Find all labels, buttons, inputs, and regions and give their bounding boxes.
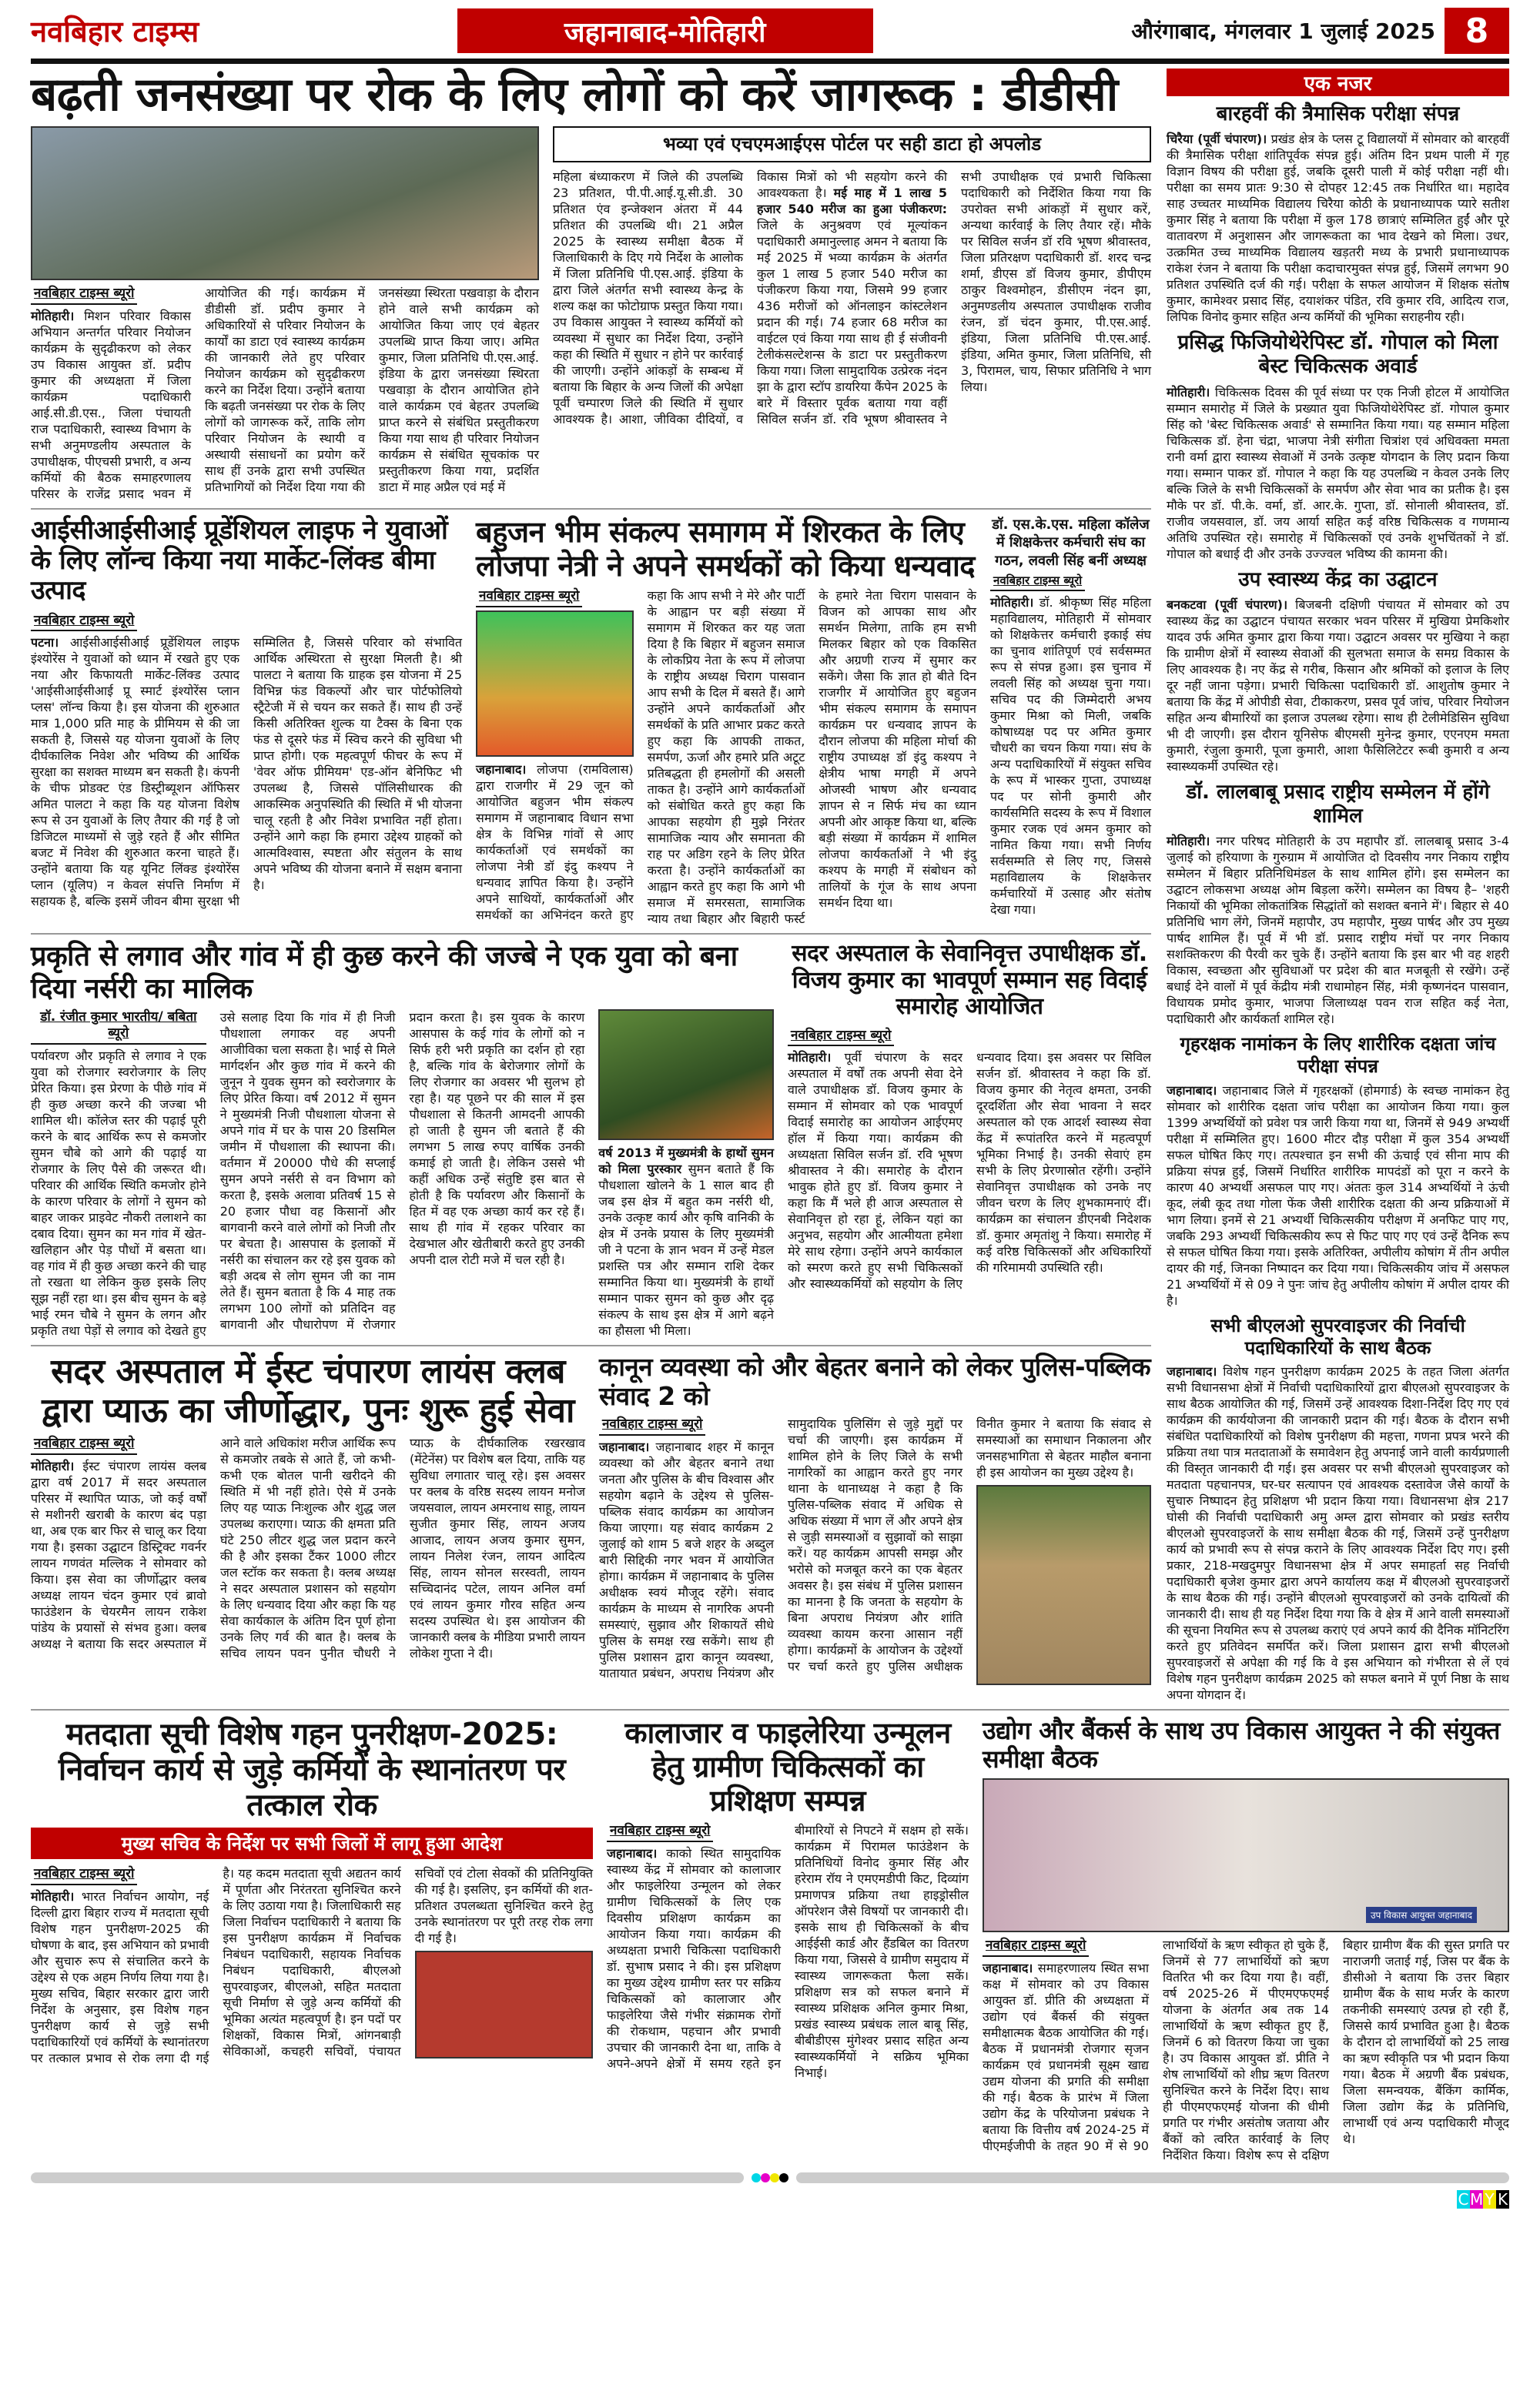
brief-headline: बारहवीं की त्रैमासिक परीक्षा संपन्न bbox=[1216, 102, 1460, 125]
dateline-place: जहानाबाद। bbox=[599, 1440, 650, 1455]
brief-item bbox=[1167, 331, 1509, 561]
dateline-place: मोतिहारी। bbox=[788, 1049, 832, 1065]
brief-headline: सभी बीएलओ सुपरवाइजर की निर्वाची पदाधिकारियों के साथ बैठक bbox=[1210, 1314, 1465, 1359]
meeting-photo bbox=[983, 1778, 1509, 1932]
dateline-place: मोतिहारी। bbox=[31, 309, 75, 323]
dateline-place: जहानाबाद। bbox=[1167, 1364, 1217, 1380]
article-body: ईस्ट चंपारण लायंस क्लब द्वारा वर्ष 2017 में सदर अस्पताल परिसर में स्थापित प्याऊ, जो कई वर्षों से मशीनरी खराबी के कारण बंद पड़ा था, अब एक बार फिर से चालू कर दिया गया है। इसका उद्घाटन डिस्ट्रिक्ट गवर्नर लायन गणवंत मल्लिक ने सोमवार को किया। इस सेवा का जीर्णोद्धार क्लब अध्यक्ष लायन चंदन कुमार एवं ब्रावो फाउंडेशन के चेयरमैन लायन राकेश पांडेय के प्रयासों से संभव हुआ। क्लब अध्यक्ष ने बताया कि सदर अस्पताल में आने वाले अधिकांश मरीज आर्थिक रूप से कमजोर तबके से आते हैं, जो कभी-कभी एक बोतल पानी खरीदने की स्थिति में भी नहीं होते। ऐसे में उनके लिए यह प्याऊ निःशुल्क और शुद्ध जल उपलब्ध कराएगा। प्याऊ की क्षमता प्रति घंटे 250 लीटर शुद्ध जल प्रदान करने की है और इसका टैंकर 1000 लीटर जल स्टॉक कर सकता है। क्लब अध्यक्ष ने सदर अस्पताल प्रशासन को सहयोग के लिए धन्यवाद दिया और कहा कि यह सेवा कार्यकाल के अंतिम दिन पूर्ण होना उनके लिए गर्व की बात है। क्लब के सचिव लायन पवन पुनीत चौधरी ने प्याऊ के दीर्घकालिक रखरखाव (मेंटेनेंस) पर विशेष बल दिया, ताकि यह सुविधा लगातार चालू रहे। इस अवसर पर क्लब के वरिष्ठ सदस्य लायन मनोज जयसवाल, लायन अमरनाथ साहू, लायन सुजीत कुमार सिंह, लायन अजय आजाद, लायन अजय कुमार सुमन, लायन निलेश रंजन, लायन आदित्य सिंह, लायन सोनल सरस्वती, लायन सच्चिदानंद पटेल, लायन अनिल वर्मा एवं लायन कुमार गौरव सहित अन्य सदस्य उपस्थित थे। इस आयोजन की जानकारी क्लब के मीडिया प्रभारी लायन लोकेश गुप्ता ने दी। bbox=[31, 1436, 585, 1661]
cmyk-c: C bbox=[1458, 2189, 1469, 2209]
ljp-headline: बहुजन भीम संकल्प समागम में शिरकत के लिए लोजपा नेत्री ने अपने समर्थकों को किया धन्यवाद bbox=[476, 515, 975, 583]
newspaper-logo: नवबिहार टाइम्स bbox=[31, 15, 199, 48]
crosshead: वर्ष 2013 में मुख्यमंत्री के हाथों सुमन को मिला पुरस्कार bbox=[598, 1145, 774, 1177]
page-number: 8 bbox=[1445, 8, 1509, 54]
kalazar-headline: कालाजार व फाइलेरिया उन्मूलन हेतु ग्रामीण चिकित्सकों का प्रशिक्षण सम्पन्न bbox=[624, 1716, 951, 1818]
brief-headline: प्रसिद्ध फिजियोथेरेपिस्ट डॉ. गोपाल को मिला बेस्ट चिकित्सक अवार्ड bbox=[1177, 331, 1498, 379]
article-body: काको स्थित सामुदायिक स्वास्थ्य केंद्र में सोमवार को कालाजार और फाइलेरिया उन्मूलन को लेकर ग्रामीण चिकित्सकों के लिए एक दिवसीय प्रशिक्षण कार्यक्रम का आयोजन किया गया। कार्यक्रम की अध्यक्षता प्रभारी चिकित्सा पदाधिकारी डॉ. सुभाष प्रसाद ने की। इस प्रशिक्षण का मुख्य उद्देश्य ग्रामीण स्तर पर सक्रिय चिकित्सकों को कालाजार और फाइलेरिया जैसे गंभीर संक्रामक रोगों की रोकथाम, पहचान और प्रभावी उपचार की जानकारी देना था, ताकि वे अपने-अपने क्षेत्रों में समय रहते इन बीमारियों से निपटने में सक्षम हो सकें। कार्यक्रम में पिरामल फाउंडेशन के प्रतिनिधियों विनोद कुमार सिंह और हरेराम रॉय ने एमएमडीपी किट, दिव्यांग प्रमाणपत्र प्रक्रिया तथा हाइड्रोसील ऑपरेशन जैसे विषयों पर जानकारी दी। इसके साथ ही चिकित्सकों के बीच आईईसी कार्ड और हैंडबिल का वितरण किया गया, जिससे वे ग्रामीण समुदाय में स्वास्थ्य जागरूकता फैला सकें। प्रशिक्षण सत्र को सफल बनाने में स्वास्थ्य प्रशिक्षक अनिल कुमार मिश्रा, प्रखंड स्वास्थ्य प्रबंधक लाल बाबू सिंह, बीबीडीएस मुंगेश्वर प्रसाद सहित अन्य स्वास्थ्यकर्मियों ने सक्रिय भूमिका निभाई। bbox=[607, 1823, 969, 2081]
article-body: बिजबनी दक्षिणी पंचायत में सोमवार को उप स्वास्थ्य केंद्र का उद्घाटन पंचायत सरकार भवन परिसर में मुखिया प्रेमकिशोर यादव उर्फ अमित कुमार द्वारा किया गया। उद्घाटन अवसर पर मुखिया ने कहा कि ग्रामीण क्षेत्रों में स्वास्थ्य सेवाओं की सुलभता समाज के समग्र विकास के लिए आवश्यक है। नए केंद्र से गरीब, किसान और श्रमिकों को इलाज के लिए दूर नहीं जाना पड़ेगा। प्रभारी चिकित्सा पदाधिकारी डॉ. आशुतोष कुमार ने बताया कि केंद्र में ओपीडी सेवा, टीकाकरण, प्रसव पूर्व जांच, परिवार नियोजन सहित अन्य बीमारियों का इलाज उपलब्ध रहेगा। साथ ही टेलीमेडिसिन सुविधा भी दी जाएगी। इस दौरान यूनिसेफ बीएमसी मुनेन्द्र कुमार, एएनएम ममता कुमारी, रंजुला कुमारी, पूजा कुमारी, आशा फैसिलिटेटर रूबी कुमारी व अन्य स्वास्थ्यकर्मी उपस्थित रहे। bbox=[1167, 597, 1509, 774]
police-headline: कानून व्यवस्था को और बेहतर बनाने को लेकर पुलिस-पब्लिक संवाद 2 को bbox=[599, 1352, 1151, 1412]
college-headline: डॉ. एस.के.एस. महिला कॉलेज में शिक्षकेत्तर कर्मचारी संघ का गठन, लवली सिंह बनीं अध्यक्ष bbox=[992, 517, 1150, 569]
brief-headline: गृहरक्षक नामांकन के लिए शारीरिक दक्षता जांच परीक्षा संपन्न bbox=[1180, 1033, 1496, 1077]
byline: नवबिहार टाइम्स ब्यूरो bbox=[31, 1436, 137, 1455]
article-body: पूर्वी चंपारण के सदर अस्पताल में वर्षों तक अपनी सेवा देने वाले उपाधीक्षक डॉ. विजय कुमार के सम्मान में सोमवार को एक भावपूर्ण विदाई समारोह का आयोजन आईएमए हॉल में किया गया। कार्यक्रम की अध्यक्षता सिविल सर्जन डॉ. रवि भूषण श्रीवास्तव ने की। समारोह के दौरान भावुक होते हुए डॉ. विजय कुमार ने कहा कि मैं भले ही आज अस्पताल से सेवानिवृत्त हो रहा हूं, लेकिन यहां का अनुभव, सहयोग और आत्मीयता हमेशा मेरे साथ रहेगा। उन्होंने अपने कार्यकाल को स्मरण करते हुए सभी चिकित्सकों और स्वास्थ्यकर्मियों को सहयोग के लिए धन्यवाद दिया। इस अवसर पर सिविल सर्जन डॉ. श्रीवास्तव ने कहा कि डॉ. विजय कुमार की नेतृत्व क्षमता, उनकी दूरदर्शिता और सेवा भावना ने सदर अस्पताल को एक आदर्श स्वास्थ्य सेवा केंद्र में रूपांतरित करने में महत्वपूर्ण भूमिका निभाई है। उनकी सेवाएं हम सभी के लिए प्रेरणास्रोत रहेंगी। उन्होंने सेवानिवृत्त उपाधीक्षक को उनके नए जीवन चरण के लिए शुभकामनाएं दीं। कार्यक्रम का संचालन डीएनबी निदेशक डॉ. कुमार अमृतांशु ने किया। समारोह में कई वरिष्ठ चिकित्सकों और अधिकारियों की गरिमामयी उपस्थिति रही। bbox=[788, 1049, 1151, 1291]
cmyk-m: M bbox=[1470, 2189, 1484, 2209]
election-banner: मुख्य सचिव के निर्देश पर सभी जिलों में लागू हुआ आदेश bbox=[31, 1828, 593, 1859]
crosshead: मई माह में 1 लाख 5 हजार 540 मरीज का हुआ पंजीकरण: bbox=[757, 186, 948, 217]
dateline-place: बनकटवा (पूर्वी चंपारण)। bbox=[1167, 597, 1288, 612]
sidebar-briefs bbox=[1167, 69, 1509, 1703]
brief-headline: उप स्वास्थ्य केंद्र का उद्घाटन bbox=[1238, 567, 1438, 591]
brief-item bbox=[1167, 1033, 1509, 1309]
dateline-place: मोतिहारी। bbox=[990, 595, 1034, 610]
article-body: महिला बंध्याकरण में जिले की उपलब्धि 23 प्रतिशत, पी.पी.आई.यू.सी.डी. 30 प्रतिशत एंव इन्जेक्शन अंतरा में 44 प्रतिशत की उपलब्धि थी। 21 अप्रैल 2025 के स्वास्थ्य समीक्षा बैठक में जिलाधिकारी के दिए गये निर्देश के आलोक में जिला प्रतिनिधि पी.एस.आई. इंडिया के द्वारा जिले अंतर्गत सभी स्वास्थ्य केन्द्र के शल्य कक्ष का फोटोग्राफ प्रस्तुत किया गया। उप विकास आयुक्त ने स्वास्थ्य कर्मियों को व्यवस्था में सुधार का निर्देश दिया, उन्होंने कहा की स्थिति में सुधार न होने पर कार्रवाई की जाएगी। उन्होंने आंकड़ों के सम्बन्ध में बताया कि बिहार के अन्य जिलों की अपेक्षा पूर्वी चम्पारण जिले की स्थिति में सुधार आवश्यक है। आशा, जीविका दीदियों, व विकास मित्रों को भी सहयोग करने की आवश्यकता है। bbox=[553, 169, 947, 427]
lions-article bbox=[31, 1353, 585, 1661]
nursery-photo bbox=[598, 1009, 774, 1140]
industry-article bbox=[983, 1717, 1509, 2163]
election-commission-photo bbox=[415, 1951, 593, 2059]
dateline-place: जहानाबाद। bbox=[476, 762, 527, 778]
vijay-headline: सदर अस्पताल के सेवानिवृत्त उपाधीक्षक डॉ. विजय कुमार का भावपूर्ण सम्मान सह विदाई समारोह आयोजित bbox=[792, 940, 1147, 1021]
byline: नवबिहार टाइम्स ब्यूरो bbox=[607, 1823, 713, 1842]
byline: नवबिहार टाइम्स ब्यूरो bbox=[788, 1025, 894, 1046]
cmyk-y: Y bbox=[1483, 2190, 1496, 2209]
lead-article bbox=[31, 126, 1151, 502]
brief-item bbox=[1167, 781, 1509, 1027]
blo-article bbox=[1167, 1315, 1509, 1704]
lead-article-col2 bbox=[553, 126, 1151, 427]
row-2 bbox=[31, 508, 1151, 927]
article-body: विशेष गहन पुनरीक्षण कार्यक्रम 2025 के तहत जिला अंतर्गत सभी विधानसभा क्षेत्रों में निर्वाची पदाधिकारियों द्वारा बीएलओ सुपरवाइजर के साथ बैठक आयोजित की गई, जिसमें उन्हें आवश्यक दिशा-निर्देश दिए गए एवं कार्यक्रम की कार्ययोजना की जानकारी प्रदान की गई। बैठक के दौरान सभी संबंधित पदाधिकारियों को विशेष पुनरीक्षण की महत्ता, गणना प्रपत्र भरने की प्रक्रिया तथा पात्र मतदाताओं के समावेशन हेतु अपनाई जाने वाली कार्यप्रणाली की विस्तृत जानकारी दी गई। इस अवसर पर सभी बीएलओ सुपरवाइजर को मतदाता पहचानपत्र, घर-घर सत्यापन एवं आवश्यक दस्तावेज जैसे कार्यों के सुचारु निष्पादन हेतु प्रशिक्षण भी प्रदान किया गया। विधानसभा क्षेत्र 217 घोसी की निर्वाची पदाधिकारी अमु अम्ल द्वारा सोमवार को प्रखंड स्तरीय बीएलओ सुपरवाइजरों के साथ समीक्षा बैठक की गई, जिसमें उन्हें पुनरीक्षण कार्य को प्रभावी रूप से संपन्न कराने के लिए आवश्यक निर्देश दिए गए। इसी प्रकार, 218-मखदुमपुर विधानसभा क्षेत्र में अपर समाहर्ता सह निर्वाची पदाधिकारी बृजेश कुमार द्वारा अपने कार्यालय कक्ष में बीएलओ सुपरवाइजरों के साथ बैठक की गई। उन्होंने बीएलओ सुपरवाइजरों को उनके दायित्वों की जानकारी दी। साथ ही यह निर्देश दिया गया कि वे क्षेत्र में आने वाली समस्याओं की सूचना नियमित रूप से उपलब्ध कराएं एवं अपने कार्य की दैनिक मॉनिटरिंग करते हुए प्रतिवेदन समर्पित करें। जिला प्रशासन द्वारा सभी बीएलओ सुपरवाइजरों से अपेक्षा की गई कि वे इस अभियान को गंभीरता से लें एवं विशेष गहन पुनरीक्षण कार्यक्रम 2025 को सफल बनाने में पूर्ण निष्ठा के साथ अपना योगदान दें। bbox=[1167, 1364, 1509, 1703]
registration-dots bbox=[752, 2171, 788, 2186]
article-body: जहानाबाद जिले में गृहरक्षकों (होमगार्ड) के स्वच्छ नामांकन हेतु सोमवार को शारीरिक दक्षता जांच परीक्षा का आयोजन किया गया। कुल 1399 अभ्यर्थियों को प्रवेश पत्र जारी किया गया था, जिनमें से 949 अभ्यर्थी परीक्षा में सम्मिलित हुए। 1600 मीटर दौड़ परीक्षा में कुल 354 अभ्यर्थी सफल घोषित किए गए। तत्पश्चात इन सभी की ऊंचाई एवं सीना माप की प्रक्रिया संपन्न हुई, जिसमें निर्धारित शारीरिक मापदंडों को पूरा न करने के कारण 40 अभ्यर्थी असफल पाए गए। अंततः कुल 314 अभ्यर्थियों ने ऊंची कूद, लंबी कूद तथा गोला फेंक जैसी शारीरिक दक्षता की अन्य प्रक्रियाओं में भाग लिया। इनमें से 21 अभ्यर्थी चिकित्सकीय परीक्षण में अनफिट पाए गए, जबकि 293 अभ्यर्थी चिकित्सकीय रूप से फिट पाए गए एवं उन्हें दैनिक रूप से सफल घोषित किया गया। इसके अतिरिक्त, अपीलीय कोषांग में तीन अपील दायर की गई, जिनका निष्पादन कर दिया गया। चिकित्सकीय जांच में असफल 21 अभ्यर्थियों में से 09 ने पुनः जांच हेतु अपीलीय कोषांग में अपील दायर की है। bbox=[1167, 1082, 1509, 1308]
masthead-divider bbox=[31, 59, 1509, 64]
dateline-place: मोतिहारी। bbox=[1167, 834, 1210, 849]
article-body: नगर परिषद मोतिहारी के उप महापौर डॉ. लालबाबू प्रसाद 3-4 जुलाई को हरियाणा के गुरुग्राम में आयोजित दो दिवसीय नगर निकाय राष्ट्रीय सम्मेलन में बिहार प्रतिनिधिमंडल के साथ शामिल होंगे। इस सम्मेलन का उद्घाटन लोकसभा अध्यक्ष ओम बिड़ला करेंगे। सम्मेलन का विषय है– 'शहरी निकायों की भूमिका लोकतांत्रिक सिद्धांतों को सशक्त बनाने में'। बिहार से 40 प्रतिनिधि भाग लेंगे, जिनमें महापौर, उप महापौर, मुख्य पार्षद और उप मुख्य पार्षद शामिल हैं। पूर्व में भी डॉ. प्रसाद राष्ट्रीय मंचों पर नगर निकाय सशक्तिकरण की पैरवी कर चुके हैं। उन्होंने बताया कि इस बार भी वह शहरी विकास, स्वच्छता और सुविधाओं पर प्रदेश की बात मजबूती से रखेंगे। उन्हें बधाई देने वालों में पूर्व केंद्रीय मंत्री राधामोहन सिंह, मंत्री कृष्णनंदन पासवान, विधायक प्रमोद कुमार, भाजपा जिलाध्यक्ष पवन राज सहित कई नेता, पदाधिकारी और कार्यकर्ता शामिल रहे। bbox=[1167, 834, 1509, 1027]
police-article bbox=[599, 1353, 1151, 1685]
industry-headline: उद्योग और बैंकर्स के साथ उप विकास आयुक्त ने की संयुक्त समीक्षा बैठक bbox=[983, 1716, 1500, 1774]
byline: नवबिहार टाइम्स ब्यूरो bbox=[31, 286, 137, 305]
byline: नवबिहार टाइम्स ब्यूरो bbox=[990, 573, 1085, 591]
article-body: चिकित्सक दिवस की पूर्व संध्या पर एक निजी होटल में आयोजित सम्मान समारोह में जिले के प्रख्यात युवा फिजियोथेरेपिस्ट डॉ. गोपाल कुमार सिंह को 'बेस्ट चिकित्सक अवार्ड' से सम्मानित किया गया। यह सम्मान महिला चिकित्सक डॉ. हेना चंद्रा, भाजपा नेत्री संगीता चित्रांश एवं अधिवक्ता ममता रानी वर्मा द्वारा स्वास्थ्य सेवाओं में उनके उत्कृष्ट योगदान के लिए प्रदान किया गया। सम्मान पाकर डॉ. गोपाल ने कहा कि यह उपलब्धि न केवल उनके लिए बल्कि जिले के सभी चिकित्सकों के समर्पण और सेवा भाव का प्रतीक है। इस मौके पर डॉ. पी.के. वर्मा, डॉ. आर.के. गुप्ता, डॉ. सोनाली श्रीवास्तव, डॉ. राजीव जयसवाल, डॉ. जय आर्या सहित कई वरिष्ठ चिकित्सक व गणमान्य अतिथि उपस्थित रहे। समारोह में चिकित्सकों एवं उनके शुभचिंतकों ने डॉ. गोपाल को बधाई दी और उनके उज्ज्वल भविष्य की कामना की। bbox=[1167, 384, 1510, 561]
dateline-place: मोतिहारी। bbox=[1167, 384, 1210, 400]
dateline-place: जहानाबाद। bbox=[983, 1960, 1033, 1975]
page-top bbox=[31, 69, 1509, 1703]
ek-nazar-banner: एक नजर bbox=[1167, 69, 1509, 96]
main-column bbox=[31, 69, 1151, 1685]
brief-item bbox=[1167, 102, 1509, 325]
article-body: जहानाबाद शहर में कानून व्यवस्था को और बेहतर बनाने तथा जनता और पुलिस के बीच विश्वास और सहयोग बढ़ाने के उद्देश्य से पुलिस-पब्लिक संवाद कार्यक्रम का आयोजन किया जाएगा। यह संवाद कार्यक्रम 2 जुलाई को शाम 5 बजे शहर के अब्दुल बारी सिद्दिकी नगर भवन में आयोजित होगा। कार्यक्रम में जहानाबाद के पुलिस अधीक्षक स्वयं मौजूद रहेंगे। संवाद कार्यक्रम के माध्यम से नागरिक अपनी समस्याएं, सुझाव और शिकायतें सीधे पुलिस के समक्ष रख सकेंगे। साथ ही पुलिस प्रशासन द्वारा कानून व्यवस्था, यातायात प्रबंधन, अपराध नियंत्रण और सामुदायिक पुलिसिंग से जुड़े मुद्दों पर चर्चा की जाएगी। इस कार्यक्रम में शामिल होने के लिए जिले के सभी नागरिकों का आह्वान करते हुए नगर थाना के थानाध्यक्ष ने कहा है कि पुलिस-पब्लिक संवाद में अधिक से अधिक संख्या में भाग लें और अपने क्षेत्र से जुड़ी समस्याओं व सुझावों को साझा करें। यह कार्यक्रम आपसी समझ और भरोसे को मजबूत करने का एक बेहतर अवसर है। इस संबंध में पुलिस प्रशासन का मानना है कि जनता के सहयोग के बिना अपराध नियंत्रण और शांति व्यवस्था कायम करना आसान नहीं होगा। कार्यक्रमों के आयोजन के उद्देश्यों पर चर्चा करते हुए पुलिस अधीक्षक विनीत कुमार ने बताया कि संवाद से समस्याओं का समाधान निकालना और जनसहभागिता से बेहतर माहौल बनाना ही इस आयोजन का मुख्य उद्देश्य है। bbox=[599, 1416, 1151, 1681]
byline: नवबिहार टाइम्स ब्यूरो bbox=[983, 1938, 1089, 1957]
article-body: जिले के अनुश्रवण एवं मूल्यांकन पदाधिकारी अमानुल्लाह अमन ने बताया कि मई 2025 में भव्या कार्यक्रम के अंतर्गत कुल 1 लाख 5 हजार 540 मरीज का पंजीकरण किया गया, जिसमे 99 हजार 436 मरीजों को ऑनलाइन कांस्टलेशन प्रदान की गई। 74 हजार 68 मरीज का वाईटल एवं किया गया साथ ही ई संजीवनी टेलीकंसल्टेशन्स के डाटा पर प्रस्तुतीकरण किया गया। जिला सामुदायिक उत्प्रेरक नंदन झा के द्वारा स्टॉप डायरिया कैंपेन 2025 के बारे में विस्तार पूर्वक बताया गया वहीं सिविल सर्जन डॉ. रवि भूषण श्रीवास्तव ने सभी उपाधीक्षक एवं प्रभारी चिकित्सा पदाधिकारी को निर्देशित किया गया कि उपरोक्त सभी आंकड़ों में सुधार करें, अन्यथा कार्रवाई के लिए तैयार रहें। मौके पर सिविल सर्जन डॉ रवि भूषण श्रीवास्तव, जिला प्रतिरक्षण पदाधिकारी डॉ. शरद चन्द्र शर्मा, डीएस डॉ विजय कुमार, डीपीएम ठाकुर विश्वमोहन, डीसीएम नंदन झा, अनुमण्डलीय अस्पताल उपाधीक्षक राजीव रंजन, डॉ चंदन कुमार, पी.एस.आई. इंडिया, जिला प्रतिनिधि पी.एस.आई. इंडिया, अमित कुमार, जिला प्रतिनिधि, सी 3, पिरामल, चाय, सिफार प्रतिनिधि ने भाग लिया। bbox=[757, 169, 1151, 427]
byline: नवबिहार टाइम्स ब्यूरो bbox=[476, 588, 582, 607]
registration-strip bbox=[31, 2172, 744, 2183]
byline: नवबिहार टाइम्स ब्यूरो bbox=[31, 610, 137, 631]
nameplate: उप विकास आयुक्त जहानाबाद bbox=[1366, 1907, 1477, 1923]
cmyk-mark bbox=[31, 2190, 1509, 2209]
icici-headline: आईसीआईसीआई प्रूडेंशियल लाइफ ने युवाओं के लिए लॉन्च किया नया मार्केट-लिंक्ड बीमा उत्पाद bbox=[31, 515, 448, 607]
ljp-article bbox=[476, 516, 976, 927]
row-3 bbox=[31, 933, 1151, 1339]
article-body: समाहरणालय स्थित सभा कक्ष में सोमवार को उप विकास आयुक्त डॉ. प्रीति की अध्यक्षता में उद्योग एवं बैंकर्स की संयुक्त समीक्षात्मक बैठक आयोजित की गई। बैठक में प्रधानमंत्री रोजगार सृजन कार्यक्रम एवं प्रधानमंत्री सूक्ष्म खाद्य उद्यम योजना की प्रगति की समीक्षा की गई। बैठक के प्रारंभ में जिला उद्योग केंद्र के परियोजना प्रबंधक ने बताया कि वित्तीय वर्ष 2024-25 में पीएमईजीपी के तहत 90 में से 90 लाभार्थियों के ऋण स्वीकृत हो चुके हैं, जिनमें से 77 लाभार्थियों को ऋण वितरित भी कर दिया गया है। वहीं, वर्ष 2025-26 में पीएमएफएमई योजना के अंतर्गत अब तक 14 लाभार्थियों के ऋण स्वीकृत हुए हैं, जिनमें 6 को वितरण किया जा चुका है। उप विकास आयुक्त डॉ. प्रीति ने शेष लाभार्थियों को शीघ्र ऋण वितरण सुनिश्चित करने के निर्देश दिए। साथ ही पीएमएफएमई योजना की धीमी प्रगति पर गंभीर असंतोष जताया और बैंकों को त्वरित कार्रवाई के लिए निर्देशित किया। विशेष रूप से दक्षिण बिहार ग्रामीण बैंक की सुस्त प्रगति पर नाराजगी जताई गई, जिस पर बैंक के डीसीओ ने बताया कि उत्तर बिहार ग्रामीण बैंक के साथ मर्जर के कारण तकनीकी समस्याएं उत्पन्न हो रही हैं, जिससे कार्य प्रभावित हुआ है। बैठक के दौरान दो लाभार्थियों को 25 लाख का ऋण स्वीकृति पत्र भी प्रदान किया गया। बैठक में अग्रणी बैंक प्रबंधक, जिला समन्वयक, बैंकिंग कार्मिक, जिला उद्योग केंद्र के प्रतिनिधि, लाभार्थी एवं अन्य पदाधिकारी मौजूद थे। bbox=[983, 1937, 1509, 2162]
masthead bbox=[31, 6, 1509, 55]
cmyk-k: K bbox=[1497, 2189, 1508, 2209]
registration-strip bbox=[796, 2172, 1509, 2183]
police-officer-photo bbox=[976, 1485, 1151, 1685]
article-body: लोजपा (रामविलास) द्वारा राजगीर में 29 जून को आयोजित बहुजन भीम संकल्प समागम में जहानाबाद विधान सभा क्षेत्र के विभिन्न गांवों से आए कार्यकर्ताओं एवं समर्थकों का लोजपा नेत्री डॉ इंदु कश्यप ने धन्यवाद ज्ञापित किया है। उन्होंने अपने साथियों, कार्यकर्ताओं और समर्थकों का अभिनंदन करते हुए कहा कि आप सभी ने मेरे और पार्टी के आह्वान पर बड़ी संख्या में समागम में शिरकत कर यह जता दिया है कि बिहार में बहुजन समाज के लोकप्रिय नेता के रूप में लोजपा के राष्ट्रीय अध्यक्ष चिराग पासवान आप सभी के दिल में बसते हैं। आगे उन्होंने अपने कार्यकर्ताओं और समर्थकों के प्रति आभार प्रकट करते हुए कहा कि आपकी ताकत, समर्पण, ऊर्जा और हमारे प्रति अटूट प्रतिबद्धता ही हमलोगों की असली ताकत है। उन्होंने आगे कार्यकर्ताओं को संबोधित करते हुए कहा कि आपका सहयोग ही मुझे निरंतर सामाजिक न्याय और समानता की राह पर अडिग रहने के लिए प्रेरित करता है। उन्होंने कार्यकर्ताओं का आह्वान करते हुए कहा कि आगे भी समाज में समरसता, सामाजिक न्याय तथा बिहार और बिहारी फर्स्ट के हमारे नेता चिराग पासवान के विजन को आपका साथ और समर्थन मिलेगा, ताकि हम सभी मिलकर बिहार को एक विकसित और अग्रणी राज्य में सुमार कर सकेंगे। जैसा कि ज्ञात हो बीते दिन राजगीर में आयोजित हुए बहुजन भीम संकल्प समागम के समापन कार्यक्रम पर धन्यवाद ज्ञापन के दौरान लोजपा की महिला मोर्चा की राष्ट्रीय उपाध्यक्ष डॉ इंदु कश्यप ने क्षेत्रीय भाषा मगही में अपने ओजस्वी भाषण और धन्यवाद ज्ञापन से न सिर्फ मंच का ध्यान अपनी ओर आकृष्ट किया था, बल्कि बड़ी संख्या में कार्यक्रम में शामिल लोजपा कार्यकर्ताओं ने भी इंदु कश्यप के मगही में संबोधन को तालियों के गूंज के साथ अपना समर्थन दिया था। bbox=[476, 588, 976, 927]
article-body: भारत निर्वाचन आयोग, नई दिल्ली द्वारा बिहार राज्य में मतदाता सूची विशेष गहन पुनरीक्षण-2025 की घोषणा के बाद, इस अभियान को प्रभावी और सुचारु रूप से संचालित करने के उद्देश्य से एक अहम निर्णय लिया गया है। मुख्य सचिव, बिहार सरकार द्वारा जारी निर्देश के अनुसार, इस विशेष गहन पुनरीक्षण कार्य से जुड़े सभी पदाधिकारियों एवं कर्मियों के स्थानांतरण पर तत्काल प्रभाव से रोक लगा दी गई है। यह कदम मतदाता सूची अद्यतन कार्य में पूर्णता और निरंतरता सुनिश्चित करने के लिए उठाया गया है। जिलाधिकारी सह जिला निर्वाचन पदाधिकारी ने बताया कि इस पुनरीक्षण कार्यक्रम में निर्वाचक निबंधन पदाधिकारी, सहायक निर्वाचक निबंधन पदाधिकारी, बीएलओ सुपरवाइजर, बीएलओ, सहित मतदाता सूची निर्माण से जुड़े अन्य कर्मियों की भूमिका अत्यंत महत्वपूर्ण है। इन पदों पर शिक्षकों, विकास मित्रों, आंगनबाड़ी सेविकाओं, कचहरी सचिवों, पंचायत सचिवों एवं टोला सेवकों की प्रतिनियुक्ति की गई है। इसलिए, इन कर्मियों की शत-प्रतिशत उपलब्धता सुनिश्चित करने हेतु उनके स्थानांतरण पर पूरी तरह रोक लगा दी गई है। bbox=[31, 1866, 593, 2066]
dateline-place: चिरैया (पूर्वी चंपारण)। bbox=[1167, 132, 1267, 147]
article-body: मिशन परिवार विकास अभियान अन्तर्गत परिवार नियोजन कार्यक्रम के सुदृढीकरण को लेकर उप विकास आयुक्त डॉ. प्रदीप कुमार की अध्यक्षता में जिला कार्यक्रम पदाधिकारी आई.सी.डी.एस., जिला पंचायती राज पदाधिकारी, स्वास्थ्य विभाग के सभी अनुमण्डलीय अस्पताल के उपाधीक्षक, पीएचसी प्रभारी, व अन्य कर्मियों की बैठक समाहरणालय परिसर के राजेंद्र प्रसाद भवन में आयोजित की गई। कार्यक्रम में डीडीसी डॉ. प्रदीप कुमार ने अधिकारियों से परिवार नियोजन के कार्यों का डाटा एवं स्वास्थ्य कार्यक्रम की जानकारी लेते हुए परिवार नियोजन कार्यक्रम को सुदृढीकरण करने का निर्देश दिया। उन्होंने बताया कि बढ़ती जनसंख्या पर रोक के लिए लोगों को जागरूक करें, ताकि लोग परिवार नियोजन के स्थायी व अस्थायी संसाधनों का प्रयोग करें साथ हीं उनके द्वारा सभी उपस्थित प्रतिभागियों को निर्देश दिया गया की जनसंख्या स्थिरता पखवाड़ा के दौरान होने वाले सभी कार्यक्रम को आयोजित किया जाए एवं बेहतर उपलब्धि प्राप्त किया जाए। अमित कुमार, जिला प्रतिनिधि पी.एस.आई. इंडिया के द्वारा जनसंख्या स्थिरता पखवाड़ा के दौरान आयोजित होने वाले कार्यक्रम एवं बेहतर उपलब्धि प्राप्त करने से संबंधित प्रस्तुतीकरण किया गया साथ ही परिवार नियोजन कार्यक्रम से संबंधित सूचकांक पर प्रस्तुतीकरण किया गया, प्रदर्शित डाटा में माह अप्रैल एवं मई में bbox=[31, 286, 539, 501]
article-body: डॉ. श्रीकृष्ण सिंह महिला महाविद्यालय, मोतिहारी में सोमवार को शिक्षकेत्तर कर्मचारी इकाई संघ का चुनाव शांतिपूर्ण एवं सर्वसम्मत रूप से संपन्न हुआ। इस चुनाव में लवली सिंह को अध्यक्ष चुना गया। सचिव पद की जिम्मेदारी अभय कुमार मिश्रा को मिली, जबकि कोषाध्यक्ष पद पर अमित कुमार चौधरी का चयन किया गया। संघ के अन्य पदाधिकारियों में संयुक्त सचिव के रूप में भास्कर गुप्ता, उपाध्यक्ष पद पर सोनी कुमारी और कार्यसमिति सदस्य के रूप में विशाल कुमार रजक एवं अमन कुमार को नामित किया गया। सभी निर्णय सर्वसम्मति से लिए गए, जिससे महाविद्यालय के शिक्षकेत्तर कर्मचारियों में उत्साह और संतोष देखा गया। bbox=[990, 595, 1151, 918]
speaker-photo bbox=[476, 610, 634, 757]
lead-headline: बढ़ती जनसंख्या पर रोक के लिए लोगों को करें जागरूक : डीडीसी bbox=[31, 68, 1118, 122]
dateline-place: पटना। bbox=[31, 635, 59, 650]
lead-article-col1 bbox=[31, 126, 539, 502]
article-body: पर्यावरण और प्रकृति से लगाव ने एक युवा को रोजगार स्वरोजगार के लिए प्रेरित किया। इस प्रेरणा के पीछे गांव में ही कुछ अच्छा करने की जज्बा भी शामिल थी। कॉलेज स्तर की पढ़ाई पूरी करने के बाद आर्थिक रूप से कमजोर सुमन चौबे को आगे की पढ़ाई या रोजगार के लिए पैसे की जरूरत थी। परिवार की आर्थिक स्थिति कमजोर होने के कारण परिवार के लोगों ने सुमन को बाहर जाकर प्राइवेट नौकरी तलाशने का दबाव दिया। सुमन का मन गांव में खेत-खलिहान और पेड़ पौधों में बसता था। वह गांव में ही कुछ अच्छा करने की चाह तो रखता था लेकिन कुछ इसके लिए सूझ नहीं रहा था। इस बीच सुमन के बड़े भाई रमन चौबे ने सुमन के लगन और प्रकृति तथा पेड़ों से लगाव को देखते हुए उसे सलाह दिया कि गांव में ही निजी पौधशाला लगाकर वह अपनी आजीविका चला सकता है। भाई से मिले मार्गदर्शन और कुछ गांव में करने की जुनून ने युवक सुमन को स्वरोजगार के लिए प्रेरित किया। वर्ष 2012 में सुमन ने मुख्यमंत्री निजी पौधशाला योजना से अपने गांव में घर के पास 20 डिसमिल जमीन में पौधशाला की स्थापना की। वर्तमान में 20000 पौधे की सप्लाई सुमन अपने नर्सरी से वन विभाग को करता है, इसके अलावा प्रतिवर्ष 15 से 20 हजार पौधा वह किसानों और बागवानी करने वाले लोगों को निजी तौर पर बेचता है। आसपास के इलाकों में नर्सरी का संचालन कर रहे इस युवक को बड़ी अदब से लोग सुमन जी का नाम लेते हैं। सुमन बताता है कि 4 माह तक लगभग 100 लोगों को प्रतिदिन वह बागवानी और पौधारोपण में रोजगार प्रदान करता है। इस युवक के कारण आसपास के कई गांव के लोगों को न सिर्फ हरी भरी प्रकृति का दर्शन हो रहा है, बल्कि गांव के बेरोजगार लोगों के लिए रोजगार का अवसर भी सुलभ हो रहा है। यह पूछने पर की साल में इस पौधशाला से कितनी आमदनी आपकी हो जाती है सुमन जी बताते हैं की लगभग 5 लाख रुपए वार्षिक उनकी कमाई हो जाती है। लेकिन उससे भी कहीं अधिक उन्हें संतुष्टि इस बात से होती है कि पर्यावरण और किसानों के हित में वह एक अच्छा कार्य कर रहे हैं। साथ ही गांव में रहकर परिवार का देखभाल और खेतीबारी करते हुए उनकी अपनी दाल रोटी मजे में चल रही है। bbox=[31, 1010, 585, 1339]
brief-item bbox=[1167, 568, 1509, 774]
brief-headline: डॉ. लालबाबू प्रसाद राष्ट्रीय सम्मेलन में होंगे शामिल bbox=[1186, 780, 1490, 828]
dateline-place: मोतिहारी। bbox=[31, 1889, 75, 1905]
vijay-article bbox=[788, 941, 1151, 1292]
icici-article bbox=[31, 516, 462, 909]
nursery-headline: प्रकृति से लगाव और गांव में ही कुछ करने की जज्बे ने एक युवा को बना दिया नर्सरी का मालिक bbox=[31, 941, 738, 1005]
meeting-photo bbox=[31, 126, 539, 280]
lead-subheadline: भव्या एवं एचएमआईएस पोर्टल पर सही डाटा हो अपलोड bbox=[553, 126, 1151, 162]
article-body: प्रखंड क्षेत्र के प्लस टू विद्यालयों में सोमवार को बारहवीं की त्रैमासिक परीक्षा शांतिपूर्वक संपन्न हुई। अंतिम दिन प्रथम पाली में गृह विज्ञान विषय की परीक्षा हुई, जबकि दूसरी पाली में कोई परीक्षा नहीं थी। परीक्षा का समय प्रातः 9:30 से दोपहर 12:45 तक निर्धारित था। महादेव साह उच्चतर माध्यमिक विद्यालय चिरैया कोठी के प्रधानाध्यापक प्यारे सतीश कुमार सिंह ने बताया कि परीक्षा में कुल 178 छात्राएं सम्मिलित हुईं और पूरे वातावरण में अनुशासन और जागरूकता का भाव देखने को मिला। उधर, उत्क्रमित उच्च माध्यमिक विद्यालय खड़तरी मध्य के प्रभारी प्रधानाध्यापक राकेश रंजन ने बताया कि परीक्षा कदाचारमुक्त संपन्न हुई, जिसमें लगभग 90 प्रतिशत उपस्थिति दर्ज की गई। परीक्षा के सफल आयोजन में शिक्षक संतोष कुमार, कामेश्वर प्रसाद सिंह, दयाशंकर पंडित, रवि कुमार रवि, आदित्य राज, लिपिक विनोद कुमार सहित अन्य कर्मियों की भूमिका सराहनीय रही। bbox=[1167, 132, 1509, 325]
election-headline: मतदाता सूची विशेष गहन पुनरीक्षण-2025: निर्वाचन कार्य से जुड़े कर्मियों के स्थानांतरण पर तत्काल रोक bbox=[58, 1717, 566, 1824]
kalazar-article bbox=[607, 1717, 969, 2081]
nursery-article bbox=[31, 941, 774, 1339]
byline: नवबिहार टाइम्स ब्यूरो bbox=[31, 1866, 137, 1885]
article-body: सुमन बताते हैं कि पौधशाला खोलने के 1 साल बाद ही जब इस क्षेत्र में बहुत कम नर्सरी थी, उनके उत्कृष्ट कार्य और कृषि वानिकी के क्षेत्र में उनके प्रयास के लिए मुख्यमंत्री जी ने पटना के ज्ञान भवन में उन्हें मेडल प्रशस्ति पत्र और सम्मान राशि देकर सम्मानित किया था। मुख्यमंत्री के हाथों सम्मान पाकर सुमन को कुछ और दृढ़ संकल्प के साथ इस क्षेत्र में आगे बढ़ने का हौसला भी मिला। bbox=[598, 1162, 774, 1339]
dateline: औरंगाबाद, मंगलवार 1 जुलाई 2025 bbox=[1131, 18, 1435, 44]
article-body: आईसीआईसीआई प्रूडेंशियल लाइफ इंश्योरेंस ने युवाओं को ध्यान में रखते हुए एक नया और किफायती मार्केट-लिंक्ड उत्पाद 'आईसीआईसीआई प्रू स्मार्ट इंश्योरेंस प्लान प्लस' लॉन्च किया है। इस योजना की शुरुआत मात्र 1,000 प्रति माह के प्रीमियम से की जा सकती है, जिससे यह योजना युवाओं के लिए दीर्घकालिक निवेश और भविष्य की आर्थिक सुरक्षा का सशक्त माध्यम बन सकती है। कंपनी के चीफ प्रोडक्ट एंड डिस्ट्रीब्यूशन ऑफिसर अमित पालटा ने कहा कि यह योजना विशेष रूप से उन युवाओं के लिए तैयार की गई है जो डिजिटल माध्यमों से जुड़े रहते हैं और सीमित बजट में निवेश की शुरुआत करना चाहते हैं। उन्होंने बताया कि यह यूनिट लिंक्ड इंश्योरेंस प्लान (यूलिप) न केवल संपत्ति निर्माण में सहायक है, बल्कि इसमें जीवन बीमा सुरक्षा भी सम्मिलित है, जिससे परिवार को संभावित आर्थिक अस्थिरता से सुरक्षा मिलती है। श्री पालटा ने बताया कि ग्राहक इस योजना में 25 विभिन्न फंड विकल्पों और चार पोर्टफोलियो स्ट्रैटेजी में से चयन कर सकते हैं। साथ ही उन्हें किसी अतिरिक्त शुल्क या टैक्स के बिना एक फंड से दूसरे फंड में स्विच करने की सुविधा भी प्राप्त होगी। एक महत्वपूर्ण फीचर के रूप में 'वेवर ऑफ प्रीमियम' एड-ऑन बेनिफिट भी उपलब्ध है, जिससे पॉलिसीधारक की आकस्मिक अनुपस्थिति की स्थिति में भी योजना चालू रहती है और निवेश प्रभावित नहीं होता। उन्होंने आगे कहा कि हमारा उद्देश्य ग्राहकों को आत्मविश्वास, स्पष्टता और संतुलन के साथ अपने भविष्य की योजना बनाने में सक्षम बनाना है। bbox=[31, 635, 462, 909]
byline: नवबिहार टाइम्स ब्यूरो bbox=[599, 1416, 705, 1436]
row-5 bbox=[31, 1709, 1509, 2163]
lions-headline: सदर अस्पताल में ईस्ट चंपारण लायंस क्लब द्वारा प्याऊ का जीर्णोद्धार, पुनः शुरू हुई सेवा bbox=[42, 1352, 574, 1430]
dateline-place: जहानाबाद। bbox=[1167, 1082, 1217, 1098]
college-article bbox=[990, 516, 1151, 918]
footer bbox=[31, 2171, 1509, 2186]
election-article bbox=[31, 1717, 593, 2066]
dateline-place: जहानाबाद। bbox=[607, 1846, 658, 1861]
row-4 bbox=[31, 1345, 1151, 1685]
edition-banner: जहानाबाद-मोतिहारी bbox=[457, 8, 873, 53]
dateline-place: मोतिहारी। bbox=[31, 1459, 75, 1474]
byline: डॉ. रंजीत कुमार भारतीय/ बबिता ब्यूरो bbox=[31, 1009, 206, 1045]
